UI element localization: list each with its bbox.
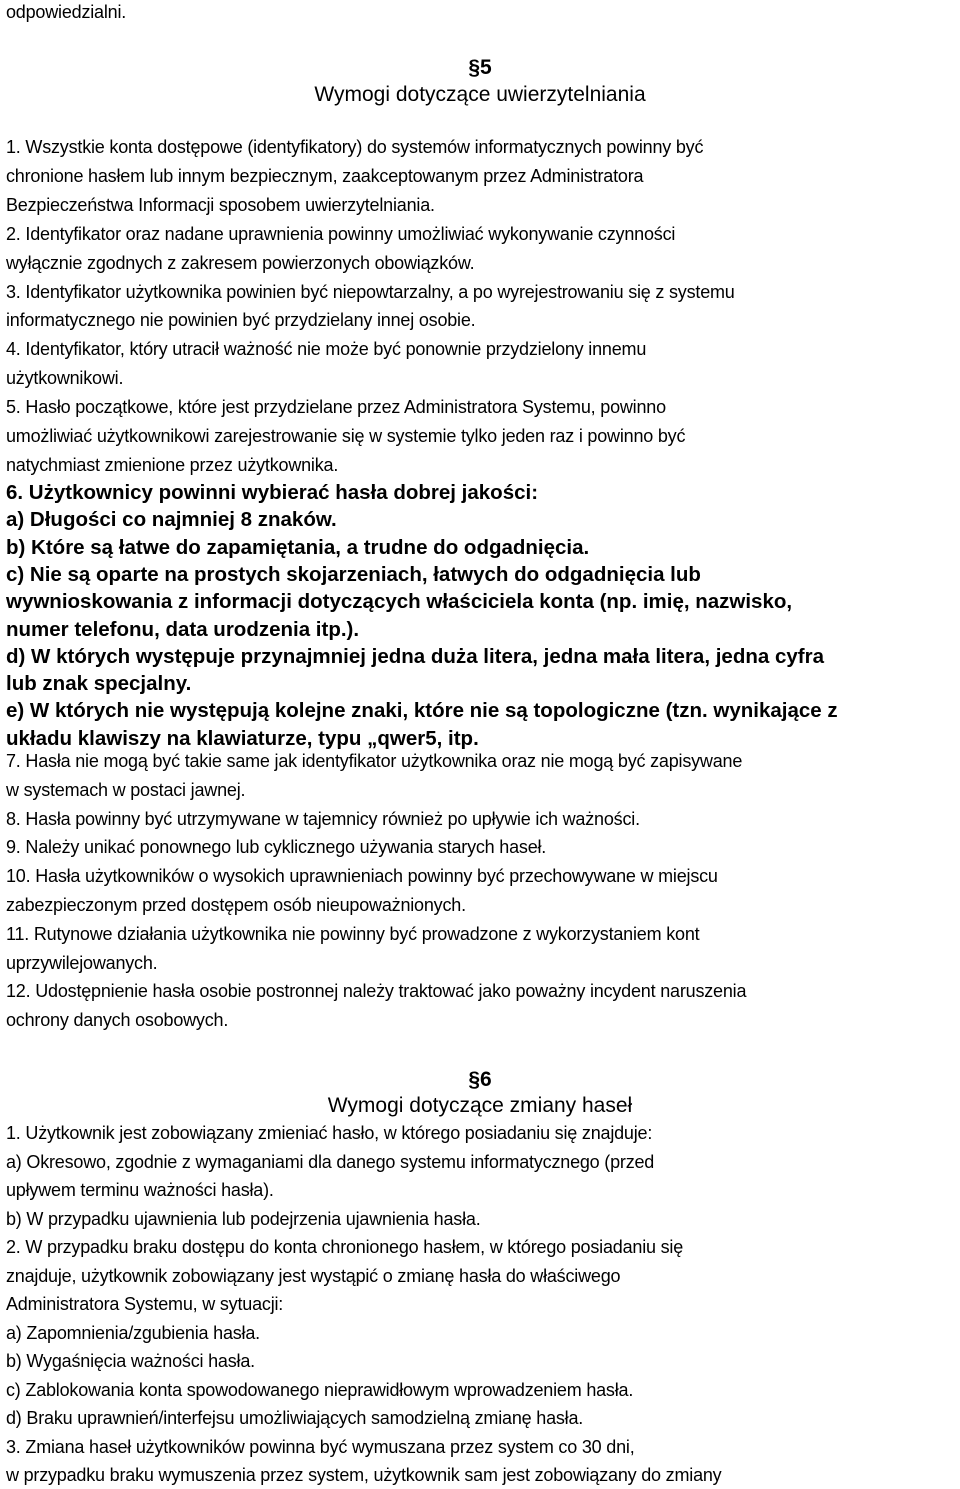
text-line: umożliwiać użytkownikowi zarejestrowanie się w systemie tylko jeden raz i powinno być [6, 426, 686, 446]
text-line: 8. Hasła powinny być utrzymywane w tajemnicy również po upływie ich ważności. [6, 808, 640, 829]
text-line: w przypadku braku wymuszenia przez system, użytkownik sam jest zobowiązany do zmiany [6, 1465, 722, 1485]
text-line: upływem terminu ważności hasła). [6, 1180, 274, 1200]
text-line: ochrony danych osobowych. [6, 1010, 229, 1031]
text-line: natychmiast zmienione przez użytkownika. [6, 454, 339, 475]
text-line: 1. Wszystkie konta dostępowe (identyfikatory) do systemów informatycznych powinny być [6, 137, 704, 157]
text-line: Bezpieczeństwa Informacji sposobem uwierzytelniania. [6, 194, 435, 215]
text-line: e) W których nie występują kolejne znaki, które nie są topologiczne (tzn. wynikające z [6, 699, 838, 723]
text-line: 6. Użytkownicy powinni wybierać hasła dobrej jakości: [6, 481, 539, 504]
text-line: b) Które są łatwe do zapamiętania, a trudne do odgadnięcia. [6, 535, 590, 559]
text-line: 2. W przypadku braku dostępu do konta chronionego hasłem, w którego posiadaniu się [6, 1237, 684, 1257]
text-line: c) Zablokowania konta spowodowanego nieprawidłowym wprowadzeniem hasła. [6, 1379, 634, 1400]
text-line: zabezpieczonym przed dostępem osób nieupoważnionych. [6, 895, 466, 915]
text-line: uprzywilejowanych. [6, 952, 158, 973]
text-line: 3. Zmiana haseł użytkowników powinna być wymuszana przez system co 30 dni, [6, 1436, 635, 1457]
text-line: 1. Użytkownik jest zobowiązany zmieniać hasło, w którego posiadaniu się znajduje: [6, 1123, 653, 1143]
text-line: 11. Rutynowe działania użytkownika nie powinny być prowadzone z wykorzystaniem kont [6, 923, 700, 944]
text-line: lub znak specjalny. [6, 672, 192, 696]
section-6-number: §6 [468, 1068, 492, 1091]
text-line: 4. Identyfikator, który utracił ważność nie może być ponownie przydzielony innemu [6, 339, 647, 360]
text-line: wyłącznie zgodnych z zakresem powierzonych obowiązków. [6, 252, 475, 273]
section-5-title: Wymogi dotyczące uwierzytelniania [314, 83, 646, 106]
text-line: b) W przypadku ujawnienia lub podejrzenia ujawnienia hasła. [6, 1208, 481, 1229]
intro-text: odpowiedzialni. [6, 2, 127, 22]
text-line: d) W których występuje przynajmniej jedna duża litera, jedna mała litera, jedna cyfra [6, 644, 824, 668]
text-line: 3. Identyfikator użytkownika powinien być niepowtarzalny, a po wyrejestrowaniu się z systemu [6, 281, 735, 302]
text-line: 7. Hasła nie mogą być takie same jak identyfikator użytkownika oraz nie mogą być zapisywane [6, 751, 743, 771]
section-6-title: Wymogi dotyczące zmiany haseł [327, 1094, 633, 1117]
text-line: Administratora Systemu, w sytuacji: [6, 1294, 284, 1314]
text-line: b) Wygaśnięcia ważności hasła. [6, 1351, 255, 1371]
text-line: znajduje, użytkownik zobowiązany jest wystąpić o zmianę hasła do właściwego [6, 1265, 621, 1286]
text-line: a) Długości co najmniej 8 znaków. [6, 508, 337, 532]
text-line: 10. Hasła użytkowników o wysokich uprawnieniach powinny być przechowywane w miejscu [6, 866, 718, 887]
text-line: a) Zapomnienia/zgubienia hasła. [6, 1322, 260, 1343]
text-line: wywnioskowania z informacji dotyczących właściciela konta (np. imię, nazwisko, [6, 590, 793, 614]
text-line: użytkownikowi. [6, 368, 124, 389]
text-line: numer telefonu, data urodzenia itp.). [6, 617, 360, 641]
text-line: 12. Udostępnienie hasła osobie postronnej należy traktować jako poważny incydent naruszenia [6, 981, 747, 1002]
text-line: 5. Hasło początkowe, które jest przydzielane przez Administratora Systemu, powinno [6, 397, 666, 418]
text-line: d) Braku uprawnień/interfejsu umożliwiających samodzielną zmianę hasła. [6, 1408, 584, 1428]
section-5-number: §5 [468, 56, 492, 79]
text-line: 2. Identyfikator oraz nadane uprawnienia powinny umożliwiać wykonywanie czynności [6, 223, 676, 244]
text-line: układu klawiszy na klawiaturze, typu „qwer5, itp. [6, 726, 479, 750]
text-line: w systemach w postaci jawnej. [6, 779, 246, 800]
text-line: c) Nie są oparte na prostych skojarzeniach, łatwych do odgadnięcia lub [6, 562, 701, 586]
text-line: informatycznego nie powinien być przydzielany innej osobie. [6, 310, 476, 331]
text-line: a) Okresowo, zgodnie z wymaganiami dla danego systemu informatycznego (przed [6, 1151, 655, 1172]
text-line: 9. Należy unikać ponownego lub cyklicznego używania starych haseł. [6, 837, 547, 858]
text-line: chronione hasłem lub innym bezpiecznym, zaakceptowanym przez Administratora [6, 165, 644, 186]
